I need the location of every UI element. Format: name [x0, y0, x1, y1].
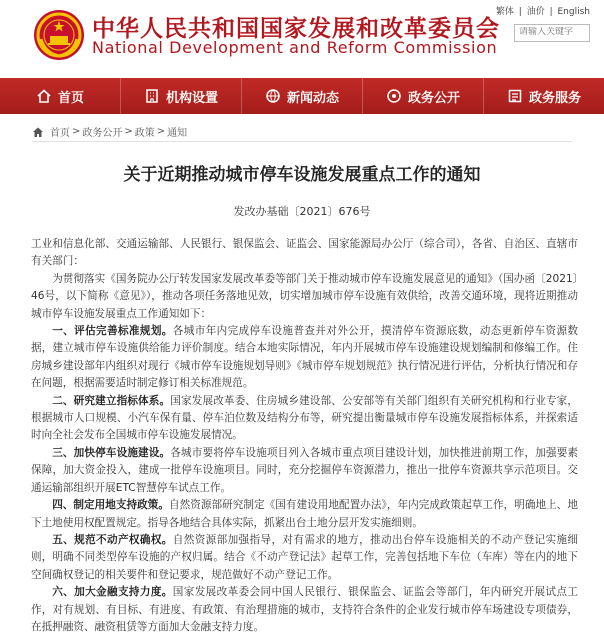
main-nav — [0, 78, 604, 114]
article-section — [31, 393, 578, 445]
breadcrumb-policy[interactable]: 政策 — [134, 128, 155, 139]
top-links-separator: | — [518, 7, 522, 17]
nav-item-disclosure[interactable] — [363, 78, 484, 114]
article-section — [31, 532, 578, 584]
breadcrumb-disclosure[interactable]: 政务公开 — [82, 128, 123, 139]
nav-item-label: 首页 — [57, 90, 84, 106]
nav-item-organization[interactable] — [121, 78, 242, 114]
article-intro: 为贯彻落实《国务院办公厅转发国家发展改革委等部门关于推动城市停车设施发展意见的通知》（国办函〔2021〕46号，以下简称《意见》），推动各项任务落地见效，切实增加城市停车设施有效供给，改善交通环境，现将近期推动城市停车设施发展重点工作通知如下： — [31, 272, 578, 320]
home-icon — [32, 126, 44, 138]
section-heading: 二、研究建立指标体系。 — [52, 394, 171, 407]
top-links — [494, 4, 590, 17]
nav-item-label: 机构设置 — [165, 90, 218, 106]
nav-item-label: 政务服务 — [528, 90, 581, 106]
nav-item-label: 政务公开 — [407, 90, 460, 106]
breadcrumb-divider — [32, 141, 572, 142]
article-section — [31, 445, 578, 497]
breadcrumb-separator: > — [72, 126, 81, 137]
section-heading: 五、规范不动产权确权。 — [52, 533, 173, 546]
article-body — [31, 236, 578, 636]
breadcrumb-separator: > — [124, 126, 133, 137]
nav-item-service[interactable] — [484, 78, 604, 114]
breadcrumb — [32, 124, 187, 139]
article-section — [31, 497, 578, 532]
national-emblem-icon[interactable] — [33, 9, 85, 61]
home-icon — [36, 88, 52, 104]
breadcrumb-separator: > — [156, 126, 166, 137]
nav-item-label: 新闻动态 — [286, 90, 339, 106]
english-link[interactable]: English — [557, 7, 590, 17]
article-section — [31, 323, 578, 393]
search-box — [514, 24, 590, 42]
nav-item-news[interactable] — [242, 78, 363, 114]
section-heading: 四、制定用地支持政策。 — [52, 499, 170, 512]
news-icon — [265, 88, 281, 104]
breadcrumb-home[interactable]: 首页 — [50, 128, 70, 139]
section-heading: 三、加快停车设施建设。 — [52, 446, 171, 459]
section-text: 自然资源部加强指导，对有需求的地方，推动出台停车设施相关的不动产登记实施细则，明确不同类型停车设施的产权归属。结合《不动产登记法》起草工作，完善包括地下车位（车库）等在内的地下空间确权登记的相关要件和登记要求，规范做好不动产登记工作。 — [31, 533, 579, 581]
section-text: 自然资源部研究制定《国有建设用地配置办法》，年内完成政策起草工作，明确地上、地下土地使用权配置规定。指导各地结合具体实际，抓紧出台土地分层开发实施细则。 — [31, 499, 579, 529]
document-number: 发改办基础〔2021〕676号 — [233, 205, 371, 218]
article-section — [31, 584, 578, 636]
top-links-separator: | — [549, 7, 553, 17]
service-icon — [507, 88, 523, 104]
section-heading: 一、评估完善标准规划。 — [52, 325, 173, 338]
traditional-chinese-link[interactable]: 繁体 — [495, 7, 514, 17]
site-title-cn[interactable]: 中华人民共和国国家发展和改革委员会 — [92, 16, 500, 42]
nav-item-home[interactable] — [0, 78, 121, 114]
search-input[interactable] — [519, 27, 585, 37]
disclosure-icon — [386, 88, 402, 104]
breadcrumb-notice[interactable]: 通知 — [167, 128, 188, 139]
article-recipients: 工业和信息化部、交通运输部、人民银行、银保监会、证监会、国家能源局办公厅（综合司），各省、自治区、直辖市有关部门： — [31, 238, 578, 268]
site-title-en[interactable]: National Development and Reform Commission — [92, 38, 498, 57]
section-heading: 六、加大金融支持力度。 — [52, 586, 173, 599]
oil-price-link[interactable]: 油价 — [526, 7, 545, 17]
article-title: 关于近期推动城市停车设施发展重点工作的通知 — [123, 165, 481, 185]
section-text: 国家发展改革委、住房城乡建设部、公安部等有关部门组织有关研究机构和行业专家，根据城市人口规模、小汽车保有量、停车泊位数及结构分布等，研究提出衡量城市停车设施发展指标体系，并探索适时向全社会发布全国城市停车设施发展情况。 — [31, 394, 579, 442]
site-header — [0, 0, 604, 78]
section-text: 各城市年内完成停车设施普查并对外公开，摸清停车资源底数，动态更新停车资源数据，建立城市停车设施供给能力评价制度。结合本地实际情况，年内开展城市停车设施建设规划编制和修编工作。住房城乡建设部年内组织对现行《城市停车设施规划导则》《城市停车规划规范》执行情况进行评估，分析执行情况和存在问题，根据需要适时制定修订相关标准规范。 — [31, 325, 579, 390]
section-text: 各城市要将停车设施项目列入各城市重点项目建设计划，加快推进前期工作，加强要素保障，加大资金投入，建成一批停车设施项目。同时，充分挖掘停车资源潜力，推出一批停车资源共享示范项目。交通运输部组织开展ETC智慧停车试点工作。 — [31, 446, 579, 494]
building-icon — [144, 88, 160, 104]
section-text: 国家发展改革委会同中国人民银行、银保监会、证监会等部门，年内研究开展试点工作，对有规划、有目标、有进度、有政策、有治理措施的城市，支持符合条件的企业发行城市停车场建设专项债券，在抵押融资、融资租赁等方面加大金融支持力度。 — [31, 586, 579, 633]
